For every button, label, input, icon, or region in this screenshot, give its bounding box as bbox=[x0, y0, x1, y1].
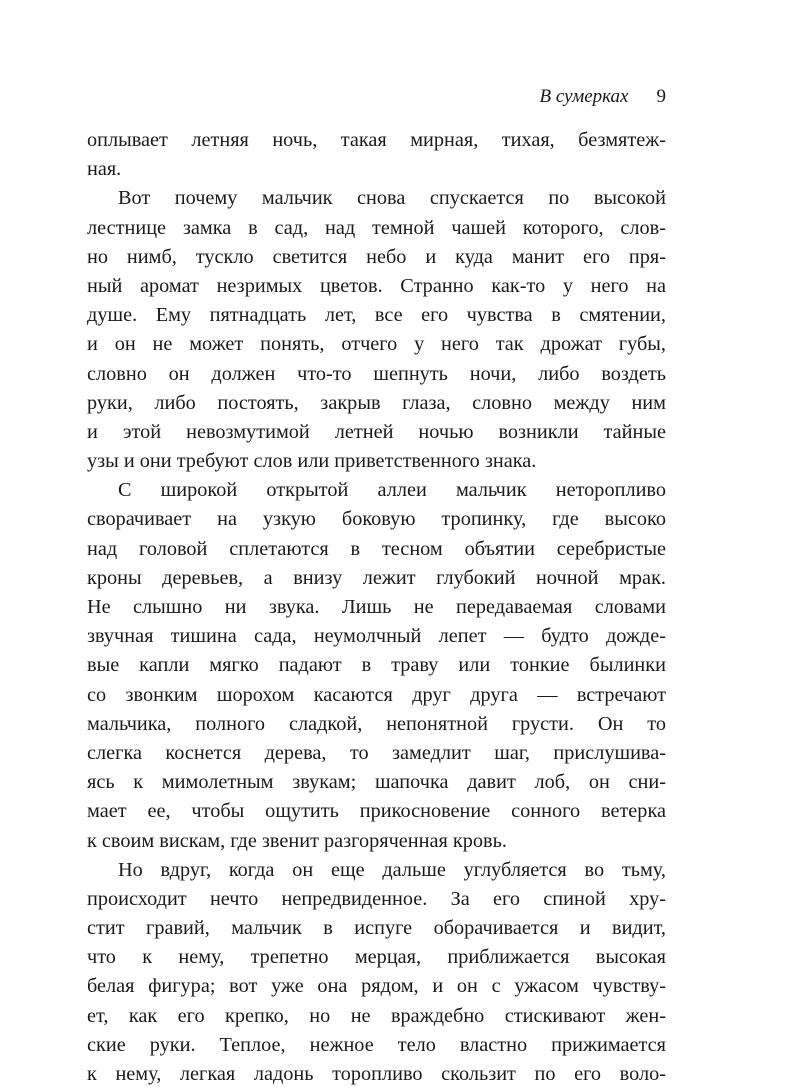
text-line: ная. bbox=[87, 158, 122, 181]
text-line: узы и они требуют слов или приветственного знака. bbox=[87, 450, 537, 473]
text-line: стит гравий, мальчик в испуге оборачивается и видит, bbox=[87, 917, 666, 940]
page-number: 9 bbox=[656, 86, 666, 107]
text-line: слегка коснется дерева, то замедлит шаг, прислушива- bbox=[87, 741, 666, 764]
text-line: оплывает летняя ночь, такая мирная, тихая, безмятеж- bbox=[87, 129, 666, 151]
text-line: и этой невозмутимой летней ночью возникли тайные bbox=[87, 420, 666, 443]
paragraph bbox=[87, 126, 666, 184]
text-line: мает ее, чтобы ощутить прикосновение сонного ветерка bbox=[87, 800, 666, 823]
text-line: сворачивает на узкую боковую тропинку, где высоко bbox=[87, 508, 666, 531]
text-line: над головой сплетаются в тесном объятии серебристые bbox=[87, 537, 666, 560]
text-line: вые капли мягко падают в траву или тонкие былинки bbox=[87, 654, 666, 677]
text-line: звучная тишина сада, неумолчный лепет — будто дожде- bbox=[87, 625, 666, 648]
text-line: и он не может понять, отчего у него так дрожат губы, bbox=[87, 333, 666, 356]
text-line: к своим вискам, где звенит разгоряченная кровь. bbox=[87, 829, 507, 852]
text-line: кроны деревьев, а внизу лежит глубокий ночной мрак. bbox=[87, 566, 666, 589]
text-line: руки, либо постоять, закрыв глаза, словно между ним bbox=[87, 391, 666, 414]
text-line: Не слышно ни звука. Лишь не передаваемая словами bbox=[87, 596, 666, 618]
body-text bbox=[87, 126, 666, 1089]
running-head bbox=[539, 86, 666, 108]
text-line: Но вдруг, когда он еще дальше углубляется во тьму, bbox=[118, 858, 666, 881]
text-line: что к нему, трепетно мерцая, приближается высокая bbox=[87, 946, 666, 969]
paragraph bbox=[87, 184, 666, 476]
text-line: словно он должен что-то шепнуть ночи, либо воздеть bbox=[87, 362, 666, 385]
text-line: лестнице замка в сад, над темной чашей которого, слов- bbox=[87, 216, 666, 239]
text-line: но нимб, тускло светится небо и куда манит его пря- bbox=[87, 245, 666, 268]
text-line: со звонким шорохом касаются друг друга — встречают bbox=[87, 683, 666, 706]
text-line: к нему, легкая ладонь торопливо скользит по его воло- bbox=[87, 1063, 666, 1085]
text-line: Вот почему мальчик снова спускается по высокой bbox=[118, 187, 666, 210]
text-line: белая фигура; вот уже она рядом, и он с ужасом чувству- bbox=[87, 975, 666, 998]
text-line: ские руки. Теплое, нежное тело властно прижимается bbox=[87, 1033, 666, 1056]
paragraph bbox=[87, 856, 666, 1089]
text-line: ет, как его крепко, но не враждебно стискивают жен- bbox=[87, 1004, 666, 1027]
text-line: ясь к мимолетным звукам; шапочка давит лоб, он сни- bbox=[87, 771, 666, 794]
text-line: С широкой открытой аллеи мальчик неторопливо bbox=[118, 479, 666, 502]
paragraph bbox=[87, 476, 666, 855]
text-line: душе. Ему пятнадцать лет, все его чувства в смятении, bbox=[87, 304, 666, 327]
text-line: происходит нечто непредвиденное. За его спиной хру- bbox=[87, 887, 666, 910]
text-line: ный аромат незримых цветов. Странно как-то у него на bbox=[87, 274, 666, 297]
running-title: В сумерках bbox=[539, 86, 629, 107]
text-line: мальчика, полного сладкой, непонятной грусти. Он то bbox=[87, 712, 666, 735]
